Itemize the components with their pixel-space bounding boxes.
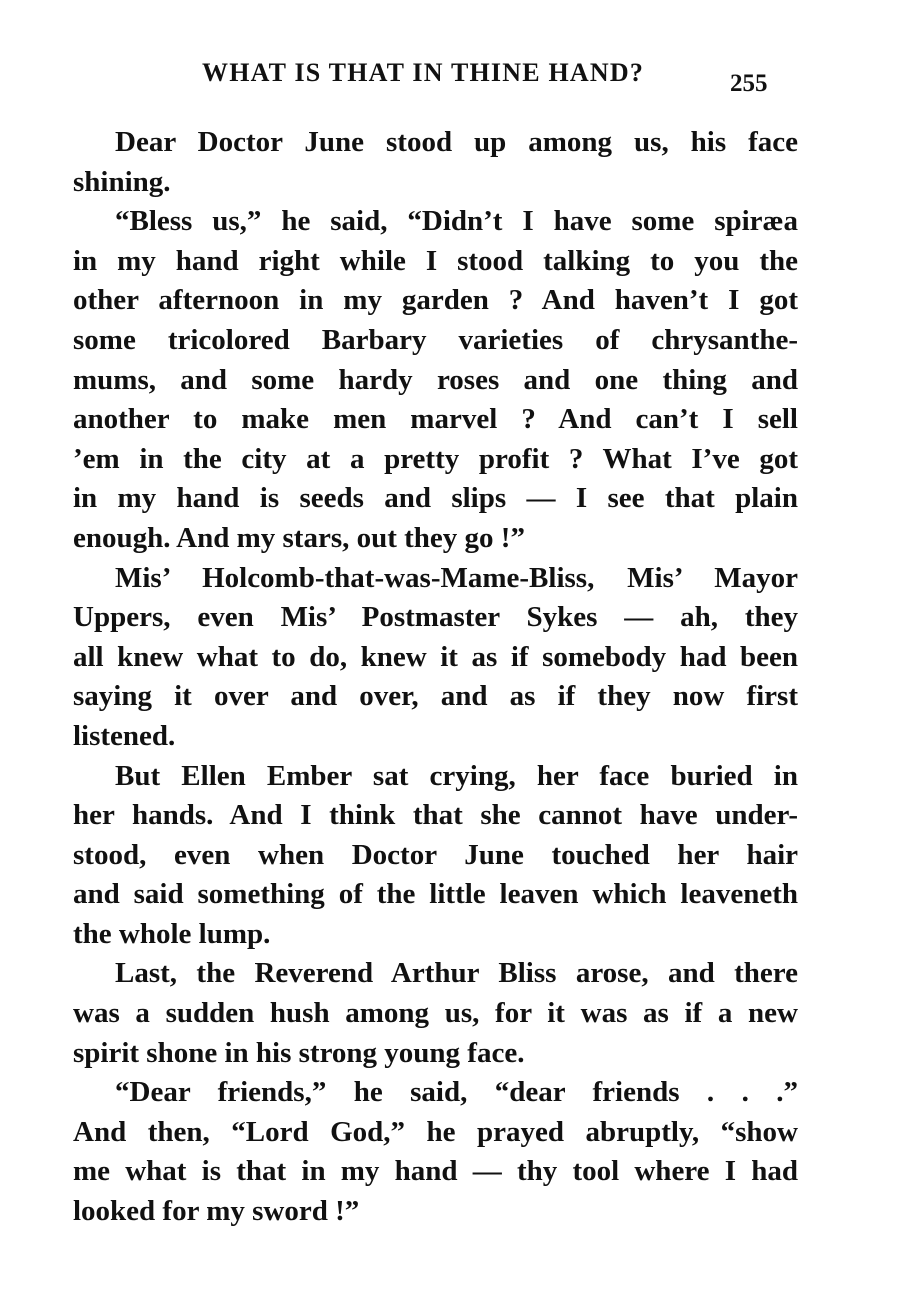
text-line: shining. [73,165,171,198]
text-line: her hands. And I think that she cannot have under- [73,799,798,832]
text-line: and said something of the little leaven which leaveneth [73,878,798,911]
text-line: me what is that in my hand — thy tool where I had [73,1155,798,1188]
text-line: Last, the Reverend Arthur Bliss arose, and there [115,957,798,990]
text-line: “Dear friends,” he said, “dear friends . . .” [115,1076,798,1109]
text-line: Mis’ Holcomb-that-was-Mame-Bliss, Mis’ Mayor [115,561,798,594]
text-line: in my hand right while I stood talking to you the [73,244,798,277]
text-line: another to make men marvel ? And can’t I sell [73,403,798,436]
text-line: in my hand is seeds and slips — I see that plain [73,482,798,515]
text-line: was a sudden hush among us, for it was as if a new [73,997,798,1030]
text-line: stood, even when Doctor June touched her hair [73,838,798,871]
text-line: enough. And my stars, out they go !” [73,521,525,554]
text-line: all knew what to do, knew it as if somebody had been [73,640,798,673]
text-line: And then, “Lord God,” he prayed abruptly, “show [73,1115,798,1148]
text-line: mums, and some hardy roses and one thing and [73,363,798,396]
text-line: “Bless us,” he said, “Didn’t I have some spiræa [115,205,798,238]
text-line: But Ellen Ember sat crying, her face buried in [115,759,798,792]
text-line: other afternoon in my garden ? And haven’t I got [73,284,798,317]
text-line: Uppers, even Mis’ Postmaster Sykes — ah, they [73,601,798,634]
text-line: the whole lump. [73,917,271,950]
running-title: WHAT IS THAT IN THINE HAND? [202,58,645,87]
page-number: 255 [730,70,768,97]
text-line: ’em in the city at a pretty profit ? What I’ve got [73,442,798,475]
body-text [73,123,798,1232]
text-line: some tricolored Barbary varieties of chrysanthe- [73,323,798,356]
text-line: saying it over and over, and as if they now first [73,680,798,713]
text-line: listened. [73,719,176,752]
text-line: spirit shone in his strong young face. [73,1036,525,1069]
text-line: looked for my sword !” [73,1195,360,1228]
text-line: Dear Doctor June stood up among us, his face [115,126,798,158]
